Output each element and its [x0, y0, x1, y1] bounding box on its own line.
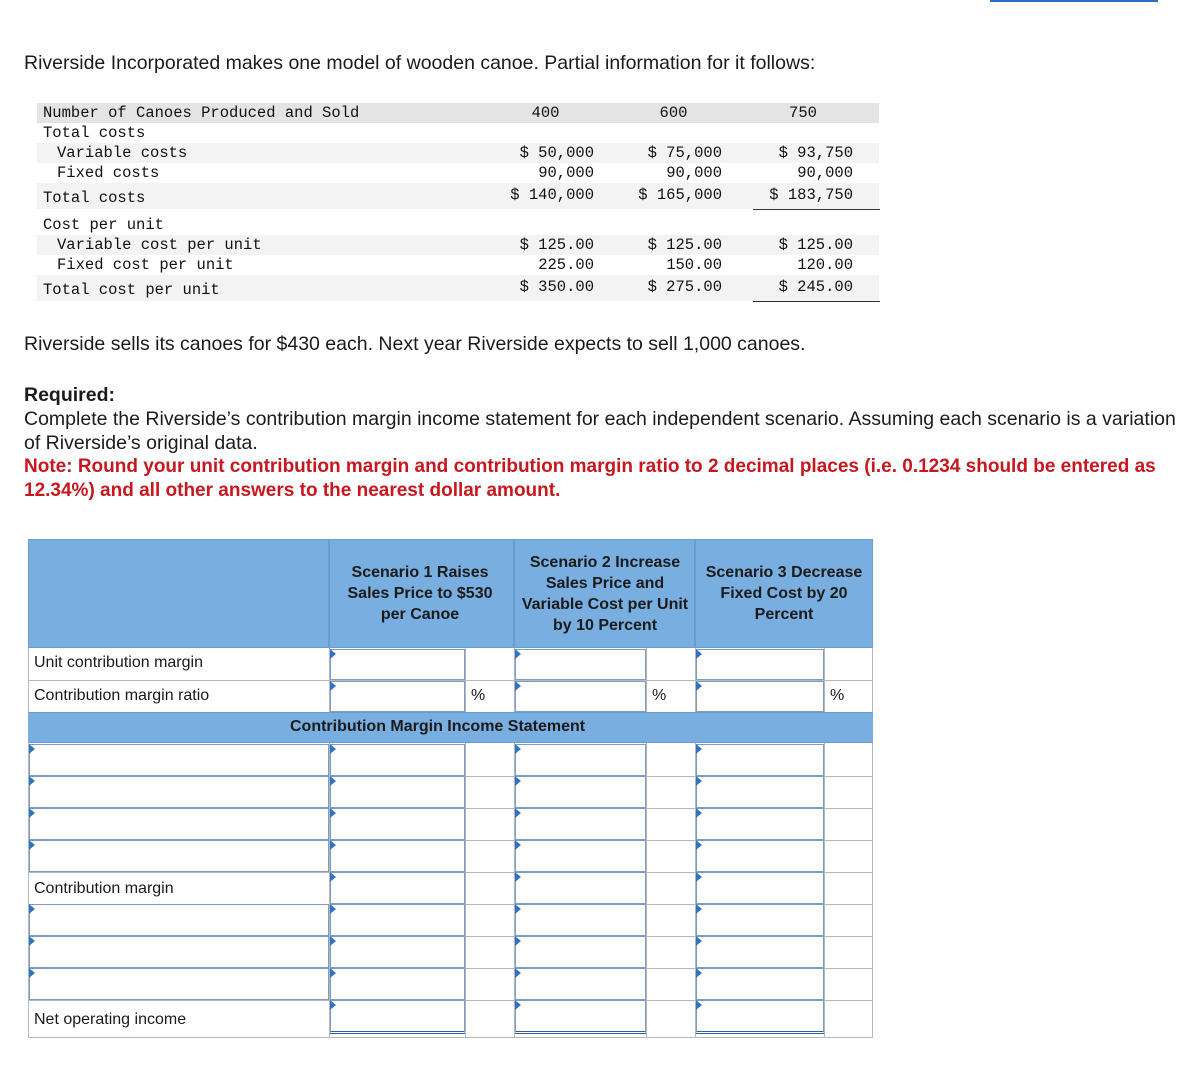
contribution-margin-label: Contribution margin	[34, 880, 174, 897]
total-costs-label: Total costs	[43, 189, 146, 207]
volume-750: 750	[789, 104, 817, 122]
s3-statement-input-2[interactable]	[696, 776, 824, 808]
variable-costs-750: $ 93,750	[778, 144, 853, 162]
variable-costs-label: Variable costs	[57, 144, 188, 162]
statement-label-input-7[interactable]	[29, 968, 329, 1000]
variable-costs-400: $ 50,000	[519, 144, 594, 162]
unit-cm-label: Unit contribution margin	[34, 654, 203, 671]
vcpu-400: $ 125.00	[519, 236, 594, 254]
fcpu-400: 225.00	[497, 255, 594, 276]
s2-percent-sign: %	[652, 687, 667, 704]
s1-statement-input-5[interactable]	[330, 904, 465, 936]
s1-cm-ratio-input[interactable]	[330, 681, 465, 712]
total-costs-750: $ 183,750	[769, 186, 853, 204]
cost-data-table	[37, 103, 879, 301]
col-divider	[646, 648, 647, 1038]
s1-statement-input-6[interactable]	[330, 936, 465, 968]
s3-statement-input-6[interactable]	[696, 936, 824, 968]
s1-statement-input-3[interactable]	[330, 808, 465, 840]
table-row	[37, 275, 879, 301]
total-costs-600: $ 165,000	[638, 186, 722, 204]
total-costs-heading: Total costs	[43, 124, 146, 142]
s3-cm-ratio-input[interactable]	[696, 681, 824, 712]
vcpu-750: $ 125.00	[778, 236, 853, 254]
net-operating-income-label: Net operating income	[34, 1011, 187, 1028]
total-cost-per-unit-label: Total cost per unit	[43, 281, 220, 299]
total-costs-400: $ 140,000	[510, 186, 594, 204]
s2-statement-input-7[interactable]	[515, 968, 646, 1000]
s2-cm-ratio-input[interactable]	[515, 681, 646, 712]
fixed-costs-label: Fixed costs	[57, 164, 160, 182]
tcpu-400: $ 350.00	[519, 278, 594, 296]
s2-statement-input-1[interactable]	[515, 744, 646, 776]
table-row	[37, 215, 879, 235]
s3-noi-input[interactable]	[696, 1000, 824, 1034]
s2-statement-input-4[interactable]	[515, 840, 646, 872]
header-blank-cell	[28, 539, 329, 648]
statement-title: Contribution Margin Income Statement	[290, 718, 586, 735]
s1-statement-input-7[interactable]	[330, 968, 465, 1000]
table-row	[37, 143, 879, 163]
s3-cm-input[interactable]	[696, 872, 824, 904]
s3-statement-input-7[interactable]	[696, 968, 824, 1000]
s2-cm-input[interactable]	[515, 872, 646, 904]
statement-label-input-1[interactable]	[29, 744, 329, 776]
volume-400: 400	[531, 104, 560, 122]
intro-text: Riverside Incorporated makes one model of wooden canoe. Partial information for it follows:	[24, 52, 816, 74]
s1-noi-input[interactable]	[330, 1000, 465, 1034]
s3-percent-sign: %	[830, 687, 845, 704]
s3-statement-input-3[interactable]	[696, 808, 824, 840]
s2-statement-input-3[interactable]	[515, 808, 646, 840]
fixed-costs-750: 90,000	[753, 163, 853, 184]
table-row	[37, 123, 879, 143]
tcpu-750: $ 245.00	[778, 278, 853, 296]
header-label: Number of Canoes Produced and Sold	[43, 104, 360, 122]
statement-label-input-6[interactable]	[29, 936, 329, 968]
variable-costs-600: $ 75,000	[647, 144, 722, 162]
fixed-costs-600: 90,000	[625, 163, 722, 184]
s3-statement-input-4[interactable]	[696, 840, 824, 872]
table-header-row	[37, 103, 879, 123]
fcpu-600: 150.00	[625, 255, 722, 276]
statement-label-input-3[interactable]	[29, 808, 329, 840]
vcpu-600: $ 125.00	[647, 236, 722, 254]
s1-statement-input-2[interactable]	[330, 776, 465, 808]
statement-label-input-5[interactable]	[29, 904, 329, 936]
volume-600: 600	[659, 104, 688, 122]
scenario-3-header: Scenario 3 Decrease Fixed Cost by 20 Percent	[705, 564, 863, 623]
top-accent-bar	[990, 0, 1158, 2]
answer-grid	[28, 539, 873, 1038]
tcpu-600: $ 275.00	[647, 278, 722, 296]
s2-noi-input[interactable]	[515, 1000, 646, 1034]
s1-unit-cm-input[interactable]	[330, 649, 465, 680]
fixed-cost-per-unit-label: Fixed cost per unit	[57, 256, 234, 274]
statement-label-input-2[interactable]	[29, 776, 329, 808]
s1-statement-input-4[interactable]	[330, 840, 465, 872]
s2-statement-input-6[interactable]	[515, 936, 646, 968]
s3-statement-input-1[interactable]	[696, 744, 824, 776]
col-divider	[824, 648, 825, 1038]
s2-unit-cm-input[interactable]	[515, 649, 646, 680]
s3-unit-cm-input[interactable]	[696, 649, 824, 680]
s3-statement-input-5[interactable]	[696, 904, 824, 936]
variable-cost-per-unit-label: Variable cost per unit	[57, 236, 262, 254]
required-heading: Required:	[24, 384, 116, 406]
table-row	[37, 235, 879, 255]
s1-statement-input-1[interactable]	[330, 744, 465, 776]
fixed-costs-400: 90,000	[497, 163, 594, 184]
required-text: Complete the Riverside’s contribution margin income statement for each independent scenario. Assuming each scenario is a variation of Riverside’s original data.	[24, 408, 1176, 454]
fcpu-750: 120.00	[753, 255, 853, 276]
s1-percent-sign: %	[471, 687, 486, 704]
sales-text: Riverside sells its canoes for $430 each. Next year Riverside expects to sell 1,000 canoes.	[24, 333, 806, 355]
cost-per-unit-heading: Cost per unit	[43, 216, 164, 234]
s2-statement-input-5[interactable]	[515, 904, 646, 936]
statement-label-input-4[interactable]	[29, 840, 329, 872]
s1-cm-input[interactable]	[330, 872, 465, 904]
table-row	[37, 183, 879, 209]
cm-ratio-label: Contribution margin ratio	[34, 687, 210, 704]
rounding-note: Note: Round your unit contribution margin and contribution margin ratio to 2 decimal places (i.e. 0.1234 should be entered as 12.34%) and all other answers to the nearest dollar amount.	[24, 456, 1156, 501]
col-divider	[465, 648, 466, 1038]
scenario-1-header: Scenario 1 Raises Sales Price to $530 per Canoe	[347, 564, 493, 623]
s2-statement-input-2[interactable]	[515, 776, 646, 808]
scenario-2-header: Scenario 2 Increase Sales Price and Variable Cost per Unit by 10 Percent	[521, 553, 689, 634]
